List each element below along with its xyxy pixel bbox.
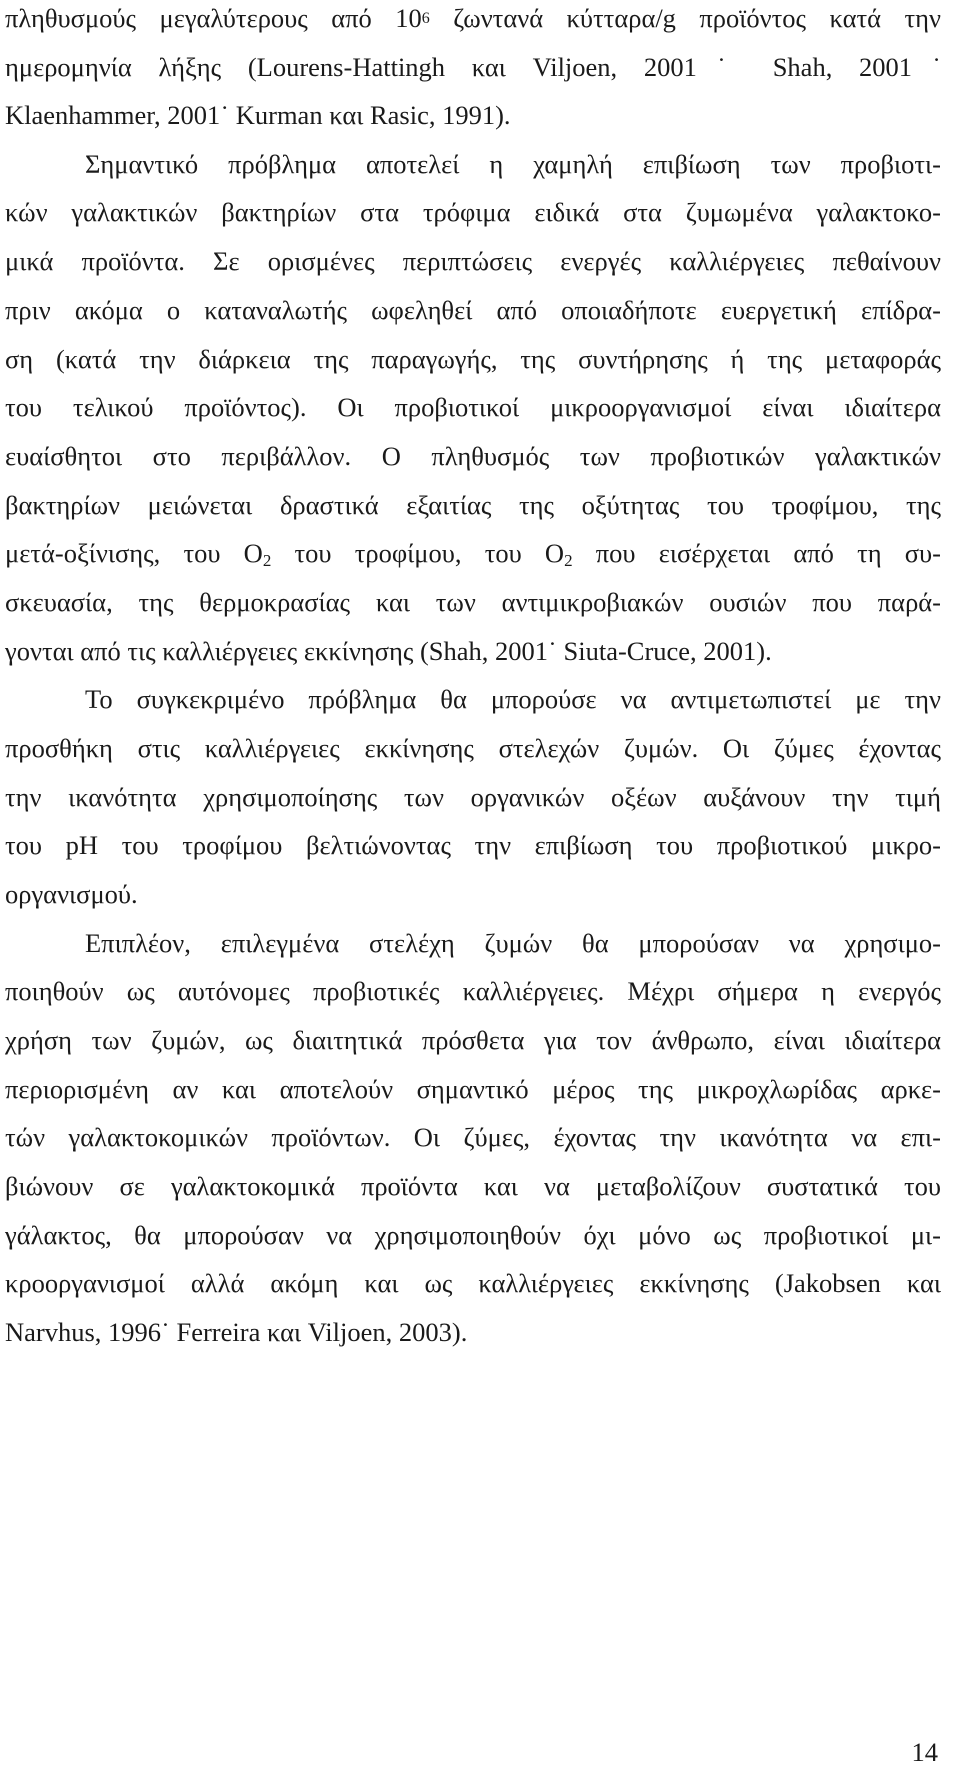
text-line: σκευασία, της θερμοκρασίας και των αντιμικροβιακών ουσιών που παρά- <box>5 587 941 617</box>
text-line: βιώνουν σε γαλακτοκομικά προϊόντα και να μεταβολίζουν συστατικά του <box>5 1171 941 1201</box>
text-line: προσθήκη στις καλλιέργειες εκκίνησης στελεχών ζυμών. Οι ζύμες έχοντας <box>5 733 941 763</box>
superscript: 6 <box>421 10 430 27</box>
text-line: μικά προϊόντα. Σε ορισμένες περιπτώσεις ενεργές καλλιέργειες πεθαίνουν <box>5 246 941 276</box>
text-line: Σημαντικό πρόβλημα αποτελεί η χαμηλή επιβίωση των προβιοτι- <box>85 149 941 179</box>
text-line: τών γαλακτοκομικών προϊόντων. Οι ζύμες, έχοντας την ικανότητα να επι- <box>5 1122 941 1152</box>
text-line: Επιπλέον, επιλεγμένα στελέχη ζυμών θα μπορούσαν να χρησιμο- <box>85 928 941 958</box>
text-line: Klaenhammer, 2001˙ Kurman και Rasic, 1991). <box>5 100 511 130</box>
text-line: του pH του τροφίμου βελτιώνοντας την επιβίωση του προβιοτικού μικρο- <box>5 830 941 860</box>
text-line: ση (κατά την διάρκεια της παραγωγής, της συντήρησης ή της μεταφοράς <box>5 344 941 374</box>
subscript: 2 <box>564 551 573 570</box>
text-line: χρήση των ζυμών, ως διαιτητικά πρόσθετα για τον άνθρωπο, είναι ιδιαίτερα <box>5 1025 941 1055</box>
page-number: 14 <box>911 1737 938 1767</box>
text-line: κών γαλακτικών βακτηρίων στα τρόφιμα ειδικά στα ζυμωμένα γαλακτοκο- <box>5 197 941 227</box>
text-line: οργανισμού. <box>5 879 138 909</box>
text-line: βακτηρίων μειώνεται δραστικά εξαιτίας της οξύτητας του τροφίμου, της <box>5 490 941 520</box>
text-line: μετά-οξίνισης, του $O_2$ του τροφίμου, του $O_2$ που εισέρχεται από τη συ- <box>5 538 942 570</box>
text-line: γονται από τις καλλιέργειες εκκίνησης (Shah, 2001˙ Siuta-Cruce, 2001). <box>5 636 772 666</box>
text-line: ημερομηνία λήξης (Lourens-Hattingh και Viljoen, 2001˙ Shah, 2001˙ <box>5 52 941 82</box>
text-line: ποιηθούν ως αυτόνομες προβιοτικές καλλιέργειες. Μέχρι σήμερα η ενεργός <box>5 976 941 1006</box>
text-line: γάλακτος, θα μπορούσαν να χρησιμοποιηθούν όχι μόνο ως προβιοτικοί μι- <box>5 1220 941 1250</box>
text-line: ευαίσθητοι στο περιβάλλον. Ο πληθυσμός των προβιοτικών γαλακτικών <box>5 441 941 471</box>
subscript: 2 <box>262 551 272 570</box>
text-line: Narvhus, 1996˙ Ferreira και Viljoen, 2003). <box>5 1317 468 1347</box>
text-line: πριν ακόμα ο καταναλωτής ωφεληθεί από οποιαδήποτε ευεργετική επίδρα- <box>5 295 941 325</box>
text-line: πληθυσμούς μεγαλύτερους από $10^6$ ζωντανά κύτταρα/g προϊόντος κατά την <box>5 3 941 33</box>
text-line: την ικανότητα χρησιμοποίησης των οργανικών οξέων αυξάνουν την τιμή <box>5 782 941 812</box>
text-line: περιορισμένη αν και αποτελούν σημαντικό μέρος της μικροχλωρίδας αρκε- <box>5 1074 941 1104</box>
text-line: του τελικού προϊόντος). Οι προβιοτικοί μικροοργανισμοί είναι ιδιαίτερα <box>5 392 941 422</box>
text-line: κροοργανισμοί αλλά ακόμη και ως καλλιέργειες εκκίνησης (Jakobsen και <box>5 1268 941 1298</box>
text-line: Το συγκεκριμένο πρόβλημα θα μπορούσε να αντιμετωπιστεί με την <box>85 684 941 714</box>
